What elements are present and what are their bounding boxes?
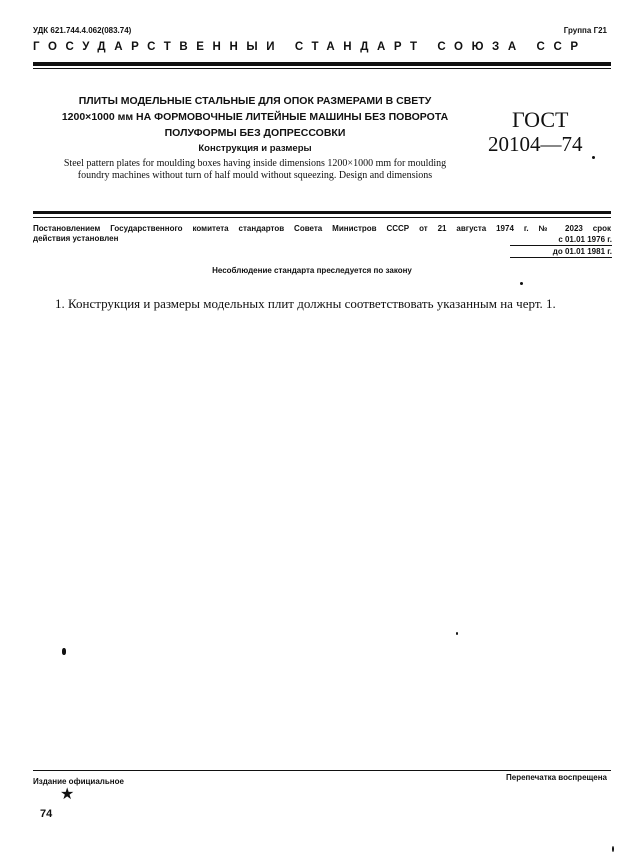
law-note: Несоблюдение стандарта преследуется по закону bbox=[212, 266, 412, 275]
udk-code: УДК 621.744.4.062(083.74) bbox=[33, 26, 132, 35]
standard-title-en: Steel pattern plates for moulding boxes having inside dimensions 1200×1000 mm for moulding foundry machines without turn of half mould without squeezing. Design and dimensions bbox=[63, 158, 447, 181]
gost-number: 20104—74 bbox=[488, 132, 583, 156]
standard-title-ru: ПЛИТЫ МОДЕЛЬНЫЕ СТАЛЬНЫЕ ДЛЯ ОПОК РАЗМЕРАМИ В СВЕТУ 1200×1000 мм НА ФОРМОВОЧНЫЕ ЛИТЕЙНЫЕ МАШИНЫ БЕЗ ПОВОРОТА ПОЛУФОРМЫ БЕЗ ДОПРЕССОВКИ bbox=[61, 95, 449, 139]
date-rule-1 bbox=[510, 245, 612, 246]
scan-speck bbox=[520, 282, 523, 285]
reprint-prohibited-label: Перепечатка воспрещена bbox=[506, 773, 607, 782]
scan-speck bbox=[62, 648, 66, 655]
section-rule-thin bbox=[33, 217, 611, 218]
body-paragraph-1: 1. Конструкция и размеры модельных плит должны соответствовать указанным на черт. 1. bbox=[55, 296, 556, 311]
scan-speck bbox=[456, 632, 458, 635]
star-icon: ★ bbox=[60, 786, 75, 803]
date-to: до 01.01 1981 г. bbox=[552, 247, 612, 256]
header-rule-thick bbox=[33, 62, 611, 66]
gost-label: ГОСТ bbox=[512, 107, 569, 132]
section-rule-thick bbox=[33, 211, 611, 214]
state-standard-banner: ГОСУДАРСТВЕННЫЙ СТАНДАРТ СОЮЗА ССР bbox=[33, 41, 587, 53]
date-rule-2 bbox=[510, 257, 612, 258]
footer-rule bbox=[33, 770, 611, 771]
decree-line-2: действия установлен bbox=[33, 234, 119, 243]
official-edition-label: Издание официальное bbox=[33, 777, 124, 786]
scan-speck bbox=[612, 846, 614, 852]
validity-dates bbox=[553, 234, 612, 258]
date-from: с 01.01 1976 г. bbox=[558, 235, 612, 244]
scan-speck bbox=[592, 156, 595, 159]
group-code: Группа Г21 bbox=[563, 26, 607, 35]
header-rule-thin bbox=[33, 68, 611, 69]
standard-subtitle-ru: Конструкция и размеры bbox=[198, 143, 312, 154]
decree-line-1: Постановлением Государственного комитета стандартов Совета Министров СССР от 21 августа 1974 г. № 2023 срок bbox=[33, 224, 611, 233]
page-number: 74 bbox=[40, 808, 53, 820]
